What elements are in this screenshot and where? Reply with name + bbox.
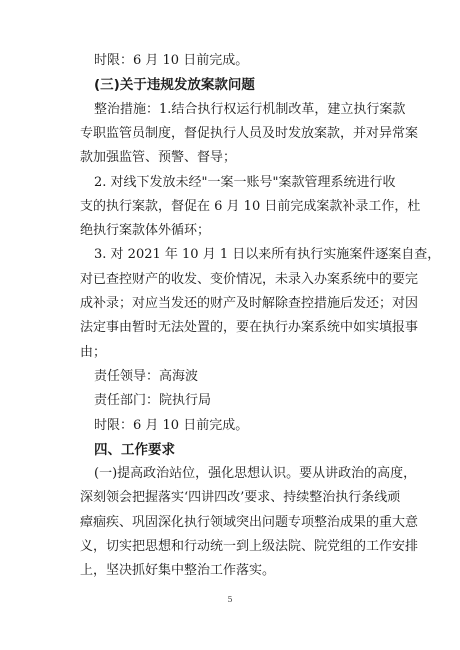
paragraph-line: 对已查控财产的收发、变价情况，未录入办案系统中的要完: [80, 271, 419, 287]
paragraph-line: 深刻领会把握落实‘四讲四改’要求、持续整治执行条线顽: [80, 490, 401, 506]
paragraph-line: (一)提高政治站位，强化思想认识。要从讲政治的高度，: [94, 466, 417, 482]
paragraph-line: 义，切实把思想和行动统一到上级法院、院党组的工作安排: [80, 539, 419, 554]
paragraph-line: 由；: [80, 344, 107, 360]
paragraph-line: 专职监管员制度，督促执行人员及时发放案款，并对异常案: [80, 125, 419, 141]
paragraph-line: 法定事由暂时无法处置的，要在执行办案系统中如实填报事: [80, 320, 419, 336]
responsible-department: 责任部门：院执行局: [94, 393, 212, 409]
section-heading-4: 四、工作要求: [94, 441, 175, 458]
paragraph-line: 整治措施：1.结合执行权运行机制改革，建立执行案款: [94, 101, 406, 117]
deadline-line: 时限：6 月 10 日前完成。: [94, 53, 249, 68]
section-heading-3: (三)关于违规发放案款问题: [94, 77, 255, 94]
responsible-leader: 责任领导：高海波: [94, 368, 199, 384]
paragraph-line: 上，坚决抓好集中整治工作落实。: [80, 563, 276, 579]
paragraph-line: 款加强监管、预警、督导；: [80, 150, 237, 166]
paragraph-line: 3. 对 2021 年 10 月 1 日以来所有执行实施案件逐案自查，: [94, 247, 441, 263]
paragraph-line: 瘴痼疾、巩固深化执行领域突出问题专项整治成果的重大意: [80, 514, 419, 530]
paragraph-line: 2. 对线下发放未经"一案一账号"案款管理系统进行收: [94, 174, 396, 190]
deadline-line: 时限：6 月 10 日前完成。: [94, 417, 249, 433]
paragraph-line: 成补录；对应当发还的财产及时解除查控措施后发还；对因: [80, 296, 419, 311]
page-number: 5: [227, 594, 233, 604]
paragraph-line: 支的执行案款，督促在 6 月 10 日前完成案款补录工作，杜: [80, 198, 421, 214]
paragraph-line: 绝执行案款体外循环；: [80, 223, 211, 239]
